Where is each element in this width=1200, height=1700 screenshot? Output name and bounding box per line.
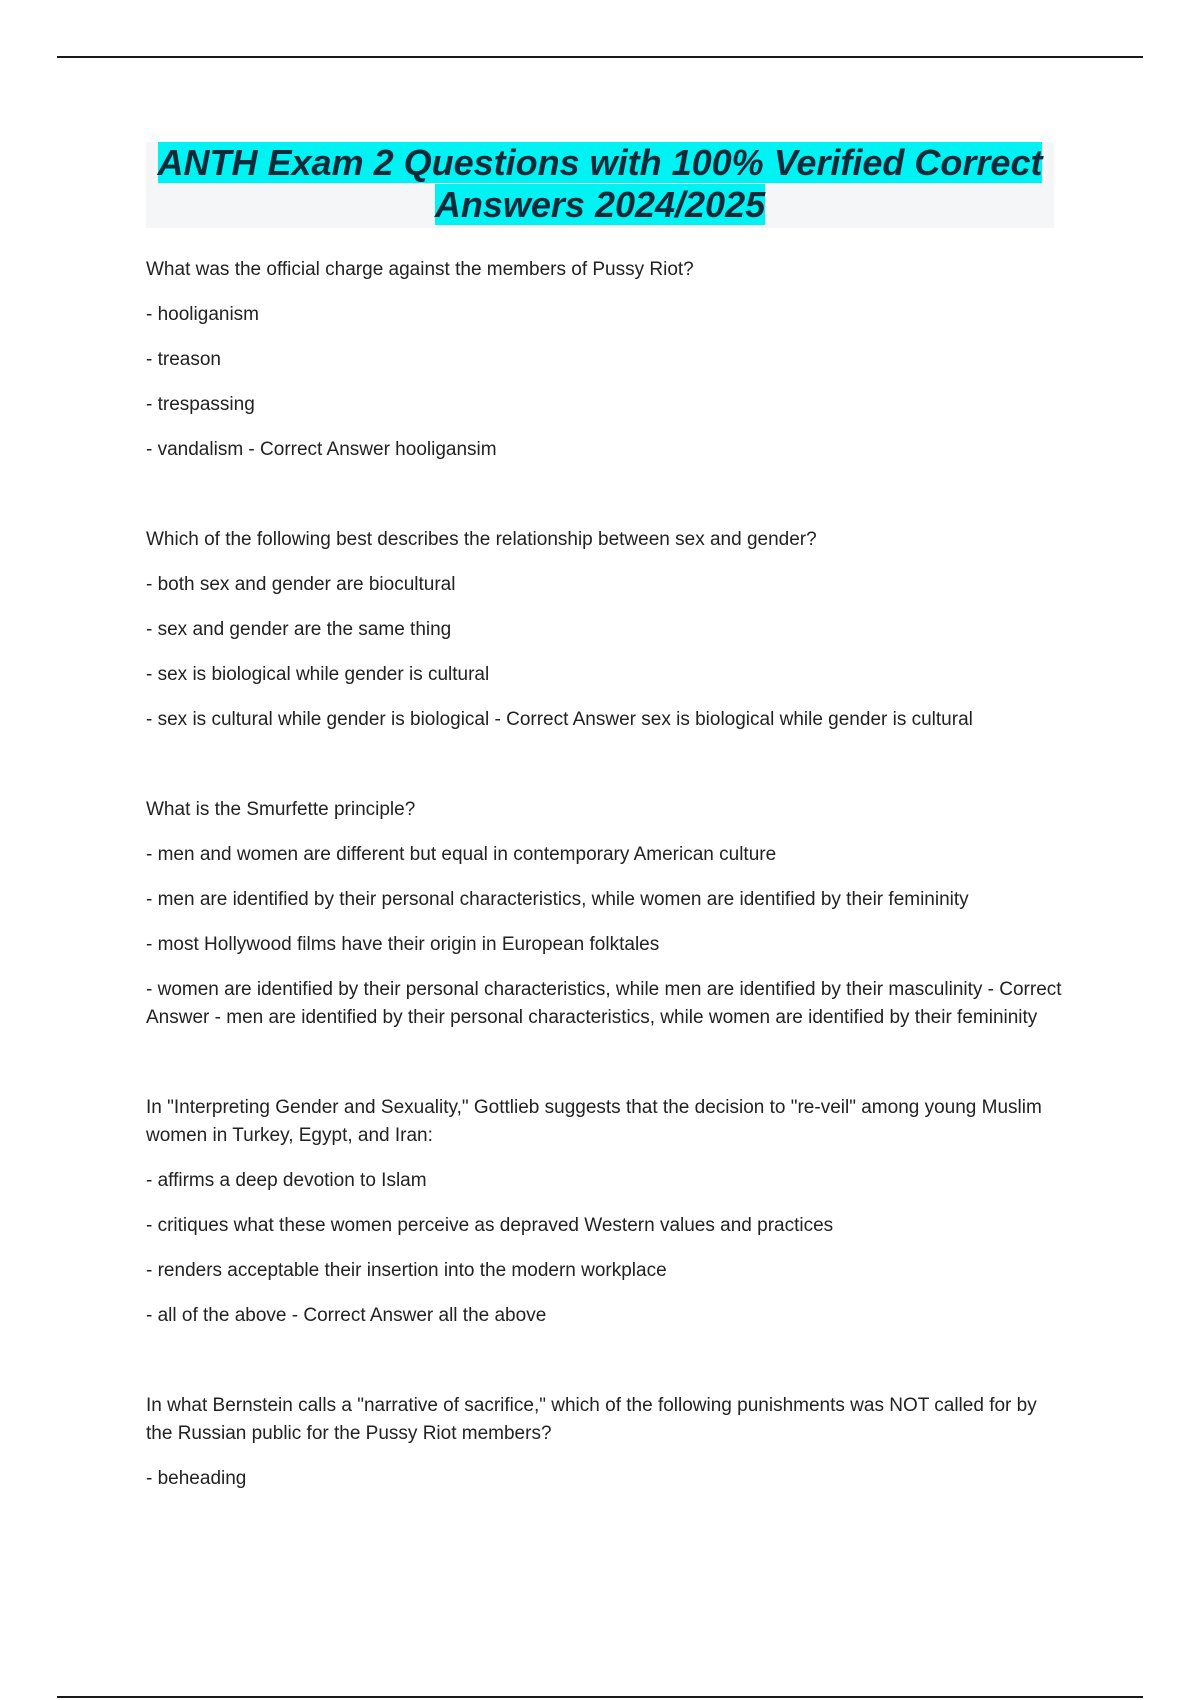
answer-option: - both sex and gender are biocultural [146, 574, 456, 595]
answer-option: - critiques what these women perceive as depraved Western values and practices [146, 1215, 834, 1236]
answer-option: - affirms a deep devotion to Islam [146, 1170, 427, 1191]
answer-option: - most Hollywood films have their origin in European folktales [146, 934, 660, 955]
answer-option-with-correct-answer: - women are identified by their personal characteristics, while men are identified by their masculinity - Correct Answer - men are identified by their personal characteristics, while women are identified by their femininity [146, 979, 1062, 1028]
question-text: What was the official charge against the members of Pussy Riot? [146, 259, 694, 280]
question-block [146, 796, 1066, 1032]
question-block [146, 256, 1066, 464]
answer-option-with-correct-answer: - all of the above - Correct Answer all the above [146, 1305, 547, 1326]
answer-option-with-correct-answer: - sex is cultural while gender is biological - Correct Answer sex is biological while gender is cultural [146, 709, 973, 730]
question-block [146, 526, 1066, 734]
answer-option: - renders acceptable their insertion into the modern workplace [146, 1260, 667, 1281]
document-title-line-1: ANTH Exam 2 Questions with 100% Verified Correct [157, 142, 1043, 183]
answer-option: - beheading [146, 1468, 247, 1489]
question-text: In what Bernstein calls a "narrative of sacrifice," which of the following punishments was NOT called for by the Russian public for the Pussy Riot members? [146, 1395, 1037, 1444]
question-text: In "Interpreting Gender and Sexuality," Gottlieb suggests that the decision to "re-veil" among young Muslim women in Turkey, Egypt, and Iran: [146, 1097, 1042, 1146]
document-title-line-2: Answers 2024/2025 [434, 184, 766, 225]
question-block [146, 1392, 1066, 1493]
answer-option: - hooliganism [146, 304, 259, 325]
answer-option: - men are identified by their personal characteristics, while women are identified by their femininity [146, 889, 969, 910]
answer-option: - men and women are different but equal in contemporary American culture [146, 844, 777, 865]
answer-option: - trespassing [146, 394, 255, 415]
answer-option-with-correct-answer: - vandalism - Correct Answer hooligansim [146, 439, 497, 460]
answer-option: - treason [146, 349, 221, 370]
title-box [146, 142, 1054, 228]
questions-list [146, 256, 1066, 1555]
question-block [146, 1094, 1066, 1330]
answer-option: - sex and gender are the same thing [146, 619, 452, 640]
header-rule [57, 56, 1143, 58]
question-text: What is the Smurfette principle? [146, 799, 416, 820]
question-text: Which of the following best describes the relationship between sex and gender? [146, 529, 817, 550]
footer-rule [57, 1696, 1143, 1698]
document-title [146, 142, 1054, 226]
answer-option: - sex is biological while gender is cultural [146, 664, 490, 685]
